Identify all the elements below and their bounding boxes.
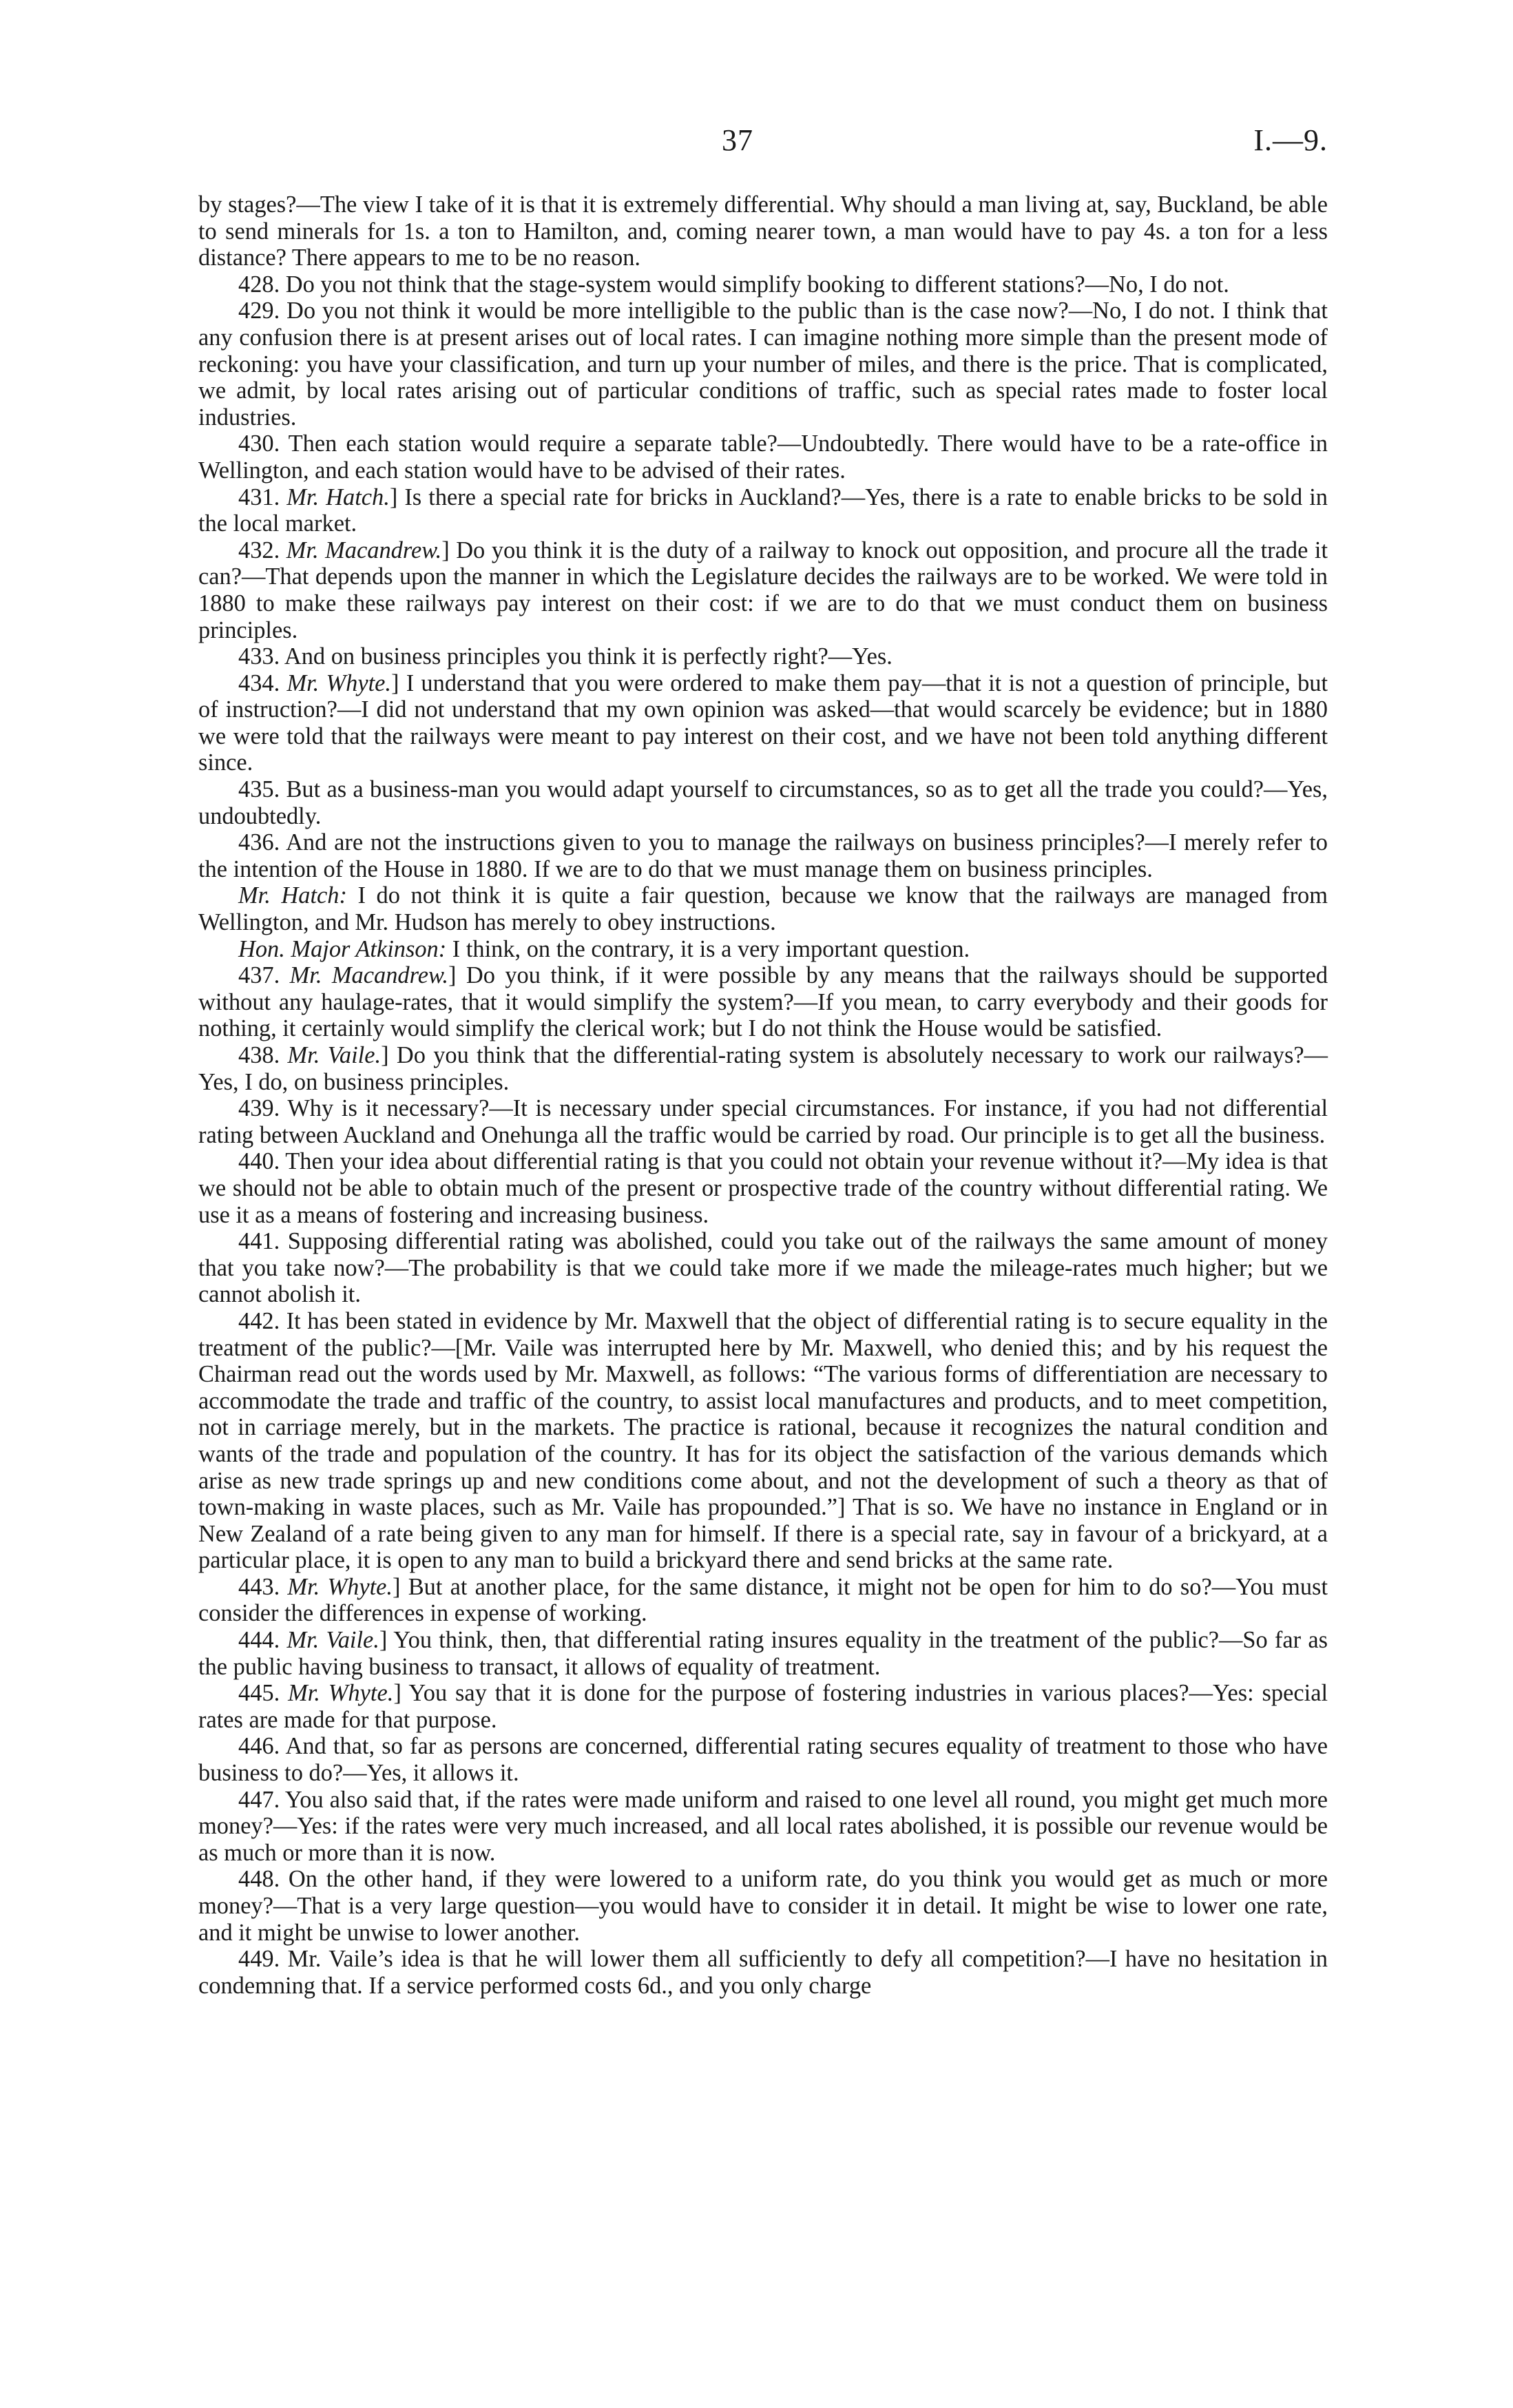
document-reference: I.—9. bbox=[1253, 123, 1328, 157]
question-437: 437. Mr. Macandrew.] Do you think, if it were possible by any means that the railways should be supported without any haulage-rates, that it would simplify the system?—If you mean, to carry everybody and their goods for nothing, it certainly would simplify the clerical work; but I do not think the House would be satisfied. bbox=[198, 962, 1328, 1042]
speaker-name: Mr. Macandrew. bbox=[289, 962, 448, 989]
speaker-name: Hon. Major Atkinson: bbox=[238, 935, 447, 962]
page-header bbox=[198, 123, 1328, 164]
speaker-name: Mr. Hatch: bbox=[238, 882, 347, 909]
statement-atkinson: Hon. Major Atkinson: I think, on the contrary, it is a very important question. bbox=[238, 935, 970, 962]
paragraph-continuation: by stages?—The view I take of it is that it is extremely differential. Why should a man living at, say, Buckland, be able to send minerals for 1s. a ton to Hamilton, and, coming nearer town, a man would have to pay 4s. a ton for a less distance? There appears to me to be no reason. bbox=[198, 191, 1328, 271]
question-433: 433. And on business principles you think it is perfectly right?—Yes. bbox=[238, 643, 893, 670]
question-431: 431. Mr. Hatch.] Is there a special rate for bricks in Auckland?—Yes, there is a rate to enable bricks to be sold in the local market. bbox=[198, 484, 1328, 537]
page-number: 37 bbox=[722, 123, 753, 157]
question-440: 440. Then your idea about differential rating is that you could not obtain your revenue without it?—My idea is that we should not be able to obtain much of the present or prospective trade of the country without differential rating. We use it as a means of fostering and increasing business. bbox=[198, 1148, 1328, 1228]
statement-hatch: Mr. Hatch: I do not think it is quite a fair question, because we know that the railways are managed from Wellington, and Mr. Hudson has merely to obey instructions. bbox=[198, 882, 1328, 936]
question-428: 428. Do you not think that the stage-system would simplify booking to different stations?—No, I do not. bbox=[238, 271, 1229, 298]
question-430: 430. Then each station would require a separate table?—Undoubtedly. There would have to be a rate-office in Wellington, and each station would have to be advised of their rates. bbox=[198, 430, 1328, 484]
question-442: 442. It has been stated in evidence by Mr. Maxwell that the object of differential rating is to secure equality in the treatment of the public?—[Mr. Vaile was interrupted here by Mr. Maxwell, who denied this; and by his request the Chairman read out the words used by Mr. Maxwell, as follows: “The various forms of differentiation are necessary to accommodate the trade and traffic of the country, to assist local manufactures and products, and to meet competition, not in carriage merely, but in the markets. The practice is rational, because it recognizes the natural condition and wants of the trade and population of the country. It has for its object the satisfaction of the various demands which arise as new trade springs up and new conditions come about, and not the development of such a theory as that of town-making in waste places, such as Mr. Vaile has propounded.”] That is so. We have no instance in England or in New Zealand of a rate being given to any man for himself. If there is a special rate, say in favour of a brickyard, at a particular place, it is open to any man to build a brickyard there and send bricks at the same rate. bbox=[198, 1307, 1328, 1574]
speaker-name: Mr. Vaile. bbox=[287, 1042, 382, 1068]
question-436: 436. And are not the instructions given to you to manage the railways on business principles?—I merely refer to the intention of the House in 1880. If we are to do that we must manage them on business principles. bbox=[198, 829, 1328, 882]
speaker-name: Mr. Vaile. bbox=[286, 1627, 379, 1654]
question-447: 447. You also said that, if the rates were made uniform and raised to one level all round, you might get much more money?—Yes: if the rates were very much increased, and all local rates abolished, it is possible our revenue would be as much or more than it is now. bbox=[198, 1786, 1328, 1866]
speaker-name: Mr. Whyte. bbox=[287, 1573, 393, 1600]
evidence-text bbox=[198, 191, 1328, 1999]
speaker-name: Mr. Whyte. bbox=[286, 670, 392, 696]
question-432: 432. Mr. Macandrew.] Do you think it is the duty of a railway to knock out opposition, and procure all the trade it can?—That depends upon the manner in which the Legislature decides the railways are to be worked. We were told in 1880 to make these railways pay interest on their cost: if we are to do that we must conduct them on business principles. bbox=[198, 537, 1328, 643]
question-439: 439. Why is it necessary?—It is necessary under special circumstances. For instance, if you had not differential rating between Auckland and Onehunga all the traffic would be carried by road. Our principle is to get all the business. bbox=[198, 1095, 1328, 1148]
question-434: 434. Mr. Whyte.] I understand that you were ordered to make them pay—that it is not a question of principle, but of instruction?—I did not understand that my own opinion was asked—that would scarcely be evidence; but in 1880 we were told that the railways were meant to pay interest on their cost, and we have not been told anything different since. bbox=[198, 670, 1328, 776]
question-438: 438. Mr. Vaile.] Do you think that the differential-rating system is absolutely necessary to work our railways?—Yes, I do, on business principles. bbox=[198, 1042, 1328, 1095]
question-443: 443. Mr. Whyte.] But at another place, for the same distance, it might not be open for him to do so?—You must consider the differences in expense of working. bbox=[198, 1573, 1328, 1627]
question-429: 429. Do you not think it would be more intelligible to the public than is the case now?—No, I do not. I think that any confusion there is at present arises out of local rates. I can imagine nothing more simple than the present mode of reckoning: you have your classification, and turn up your number of miles, and there is the price. That is complicated, we admit, by local rates arising out of particular conditions of traffic, such as special rates made to foster local industries. bbox=[198, 298, 1328, 430]
question-449: 449. Mr. Vaile’s idea is that he will lower them all sufficiently to defy all competition?—I have no hesitation in condemning that. If a service performed costs 6d., and you only charge bbox=[198, 1946, 1328, 1999]
question-445: 445. Mr. Whyte.] You say that it is done for the purpose of fostering industries in various places?—Yes: special rates are made for that purpose. bbox=[198, 1680, 1328, 1733]
question-441: 441. Supposing differential rating was abolished, could you take out of the railways the same amount of money that you take now?—The probability is that we could take more if we made the mileage-rates much higher; but we cannot abolish it. bbox=[198, 1228, 1328, 1308]
question-444: 444. Mr. Vaile.] You think, then, that differential rating insures equality in the treatment of the public?—So far as the public having business to transact, it allows of equality of treatment. bbox=[198, 1627, 1328, 1680]
speaker-name: Mr. Whyte. bbox=[288, 1680, 394, 1707]
speaker-name: Mr. Macandrew. bbox=[286, 537, 442, 563]
question-448: 448. On the other hand, if they were lowered to a uniform rate, do you think you would get as much or more money?—That is a very large question—you would have to consider it in detail. It might be wise to lower one rate, and it might be unwise to lower another. bbox=[198, 1866, 1328, 1946]
speaker-name: Mr. Hatch. bbox=[286, 484, 390, 510]
question-446: 446. And that, so far as persons are concerned, differential rating secures equality of treatment to those who have business to do?—Yes, it allows it. bbox=[198, 1733, 1328, 1787]
question-435: 435. But as a business-man you would adapt yourself to circumstances, so as to get all the trade you could?—Yes, undoubtedly. bbox=[198, 776, 1328, 829]
